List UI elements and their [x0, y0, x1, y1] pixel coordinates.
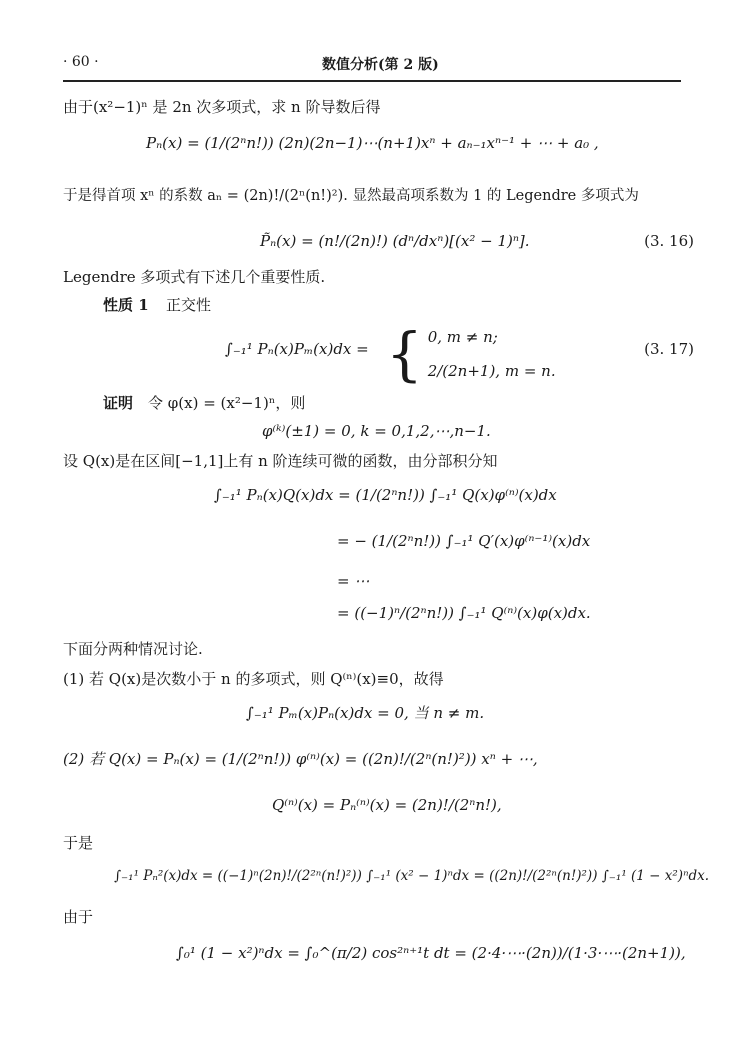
- text-line-3: Legendre 多项式有下述几个重要性质.: [63, 268, 326, 286]
- text-line-2: 于是得首项 xⁿ 的系数 aₙ = (2n)!/(2ⁿ(n!)²). 显然最高项系数为 1 的 Legendre 多项式为: [63, 188, 639, 204]
- equation-orthogonality: [225, 340, 369, 358]
- equation-monic-legendre: P̃ₙ(x) = (n!/(2n)!) (dⁿ/dxⁿ)[(x² − 1)ⁿ].: [260, 232, 530, 250]
- text-line-1: 由于(x²−1)ⁿ 是 2n 次多项式，求 n 阶导数后得: [63, 98, 381, 116]
- equation-wallis: ∫₀¹ (1 − x²)ⁿdx = ∫₀^(π/2) cos²ⁿ⁺¹t dt = (2·4·⋯·(2n))/(1·3·⋯·(2n+1)),: [176, 944, 686, 962]
- text-line-9: 于是: [63, 834, 94, 852]
- equation-number-3-17: (3. 17): [644, 340, 694, 358]
- property-1-label: 性质 1: [103, 296, 149, 314]
- text-line-8: (2) 若 Q(x) = Pₙ(x) = (1/(2ⁿn!)) φ⁽ⁿ⁾(x) = ((2n)!/(2ⁿ(n!)²)) xⁿ + ⋯,: [63, 750, 538, 768]
- equation-norm-square: ∫₋₁¹ Pₙ²(x)dx = ((−1)ⁿ(2n)!/(2²ⁿ(n!)²)) ∫₋₁¹ (x² − 1)ⁿdx = ((2n)!/(2²ⁿ(n!)²)) ∫₋₁¹ (1 − x²)ⁿdx.: [114, 868, 710, 884]
- text-line-6: 下面分两种情况讨论.: [63, 640, 203, 658]
- case-m-not-n: 0, m ≠ n;: [427, 328, 498, 346]
- text-line-5: 设 Q(x)是在区间[−1,1]上有 n 阶连续可微的函数，由分部积分知: [63, 452, 498, 470]
- equation-parts-step-3: = ⋯: [337, 572, 370, 590]
- text-line-10: 由于: [63, 908, 94, 926]
- equation-phi-boundary: φ⁽ᵏ⁾(±1) = 0, k = 0,1,2,⋯,n−1.: [262, 422, 491, 440]
- text-line-4: 令 φ(x) = (x²−1)ⁿ，则: [148, 394, 306, 412]
- equation-pn-expansion: Pₙ(x) = (1/(2ⁿn!)) (2n)(2n−1)⋯(n+1)xⁿ + aₙ₋₁xⁿ⁻¹ + ⋯ + a₀ ,: [146, 134, 599, 152]
- header-rule: [63, 80, 681, 82]
- case-m-equals-n: 2/(2n+1), m = n.: [427, 362, 556, 380]
- equation-parts-step-2: = − (1/(2ⁿn!)) ∫₋₁¹ Q′(x)φ⁽ⁿ⁻¹⁾(x)dx: [337, 532, 591, 550]
- equation-parts-step-1: ∫₋₁¹ Pₙ(x)Q(x)dx = (1/(2ⁿn!)) ∫₋₁¹ Q(x)φ⁽ⁿ⁾(x)dx: [214, 486, 557, 504]
- equation-parts-step-4: = ((−1)ⁿ/(2ⁿn!)) ∫₋₁¹ Q⁽ⁿ⁾(x)φ(x)dx.: [337, 604, 591, 622]
- proof-label: 证明: [103, 394, 134, 412]
- text-line-7: (1) 若 Q(x)是次数小于 n 的多项式，则 Q⁽ⁿ⁾(x)≡0，故得: [63, 670, 444, 688]
- equation-case-1: ∫₋₁¹ Pₘ(x)Pₙ(x)dx = 0, 当 n ≠ m.: [246, 704, 485, 722]
- running-title: 数值分析(第 2 版): [322, 57, 439, 73]
- orthogonality-lhs: ∫₋₁¹ Pₙ(x)Pₘ(x)dx =: [225, 340, 369, 358]
- left-brace: {: [386, 320, 423, 388]
- page-number: · 60 ·: [63, 54, 99, 70]
- property-1-name: 正交性: [166, 296, 212, 314]
- equation-number-3-16: (3. 16): [644, 232, 694, 250]
- cases-block: [428, 320, 556, 388]
- orthogonality-cases: [386, 320, 556, 388]
- equation-qn-derivative: Q⁽ⁿ⁾(x) = Pₙ⁽ⁿ⁾(x) = (2n)!/(2ⁿn!),: [272, 796, 502, 814]
